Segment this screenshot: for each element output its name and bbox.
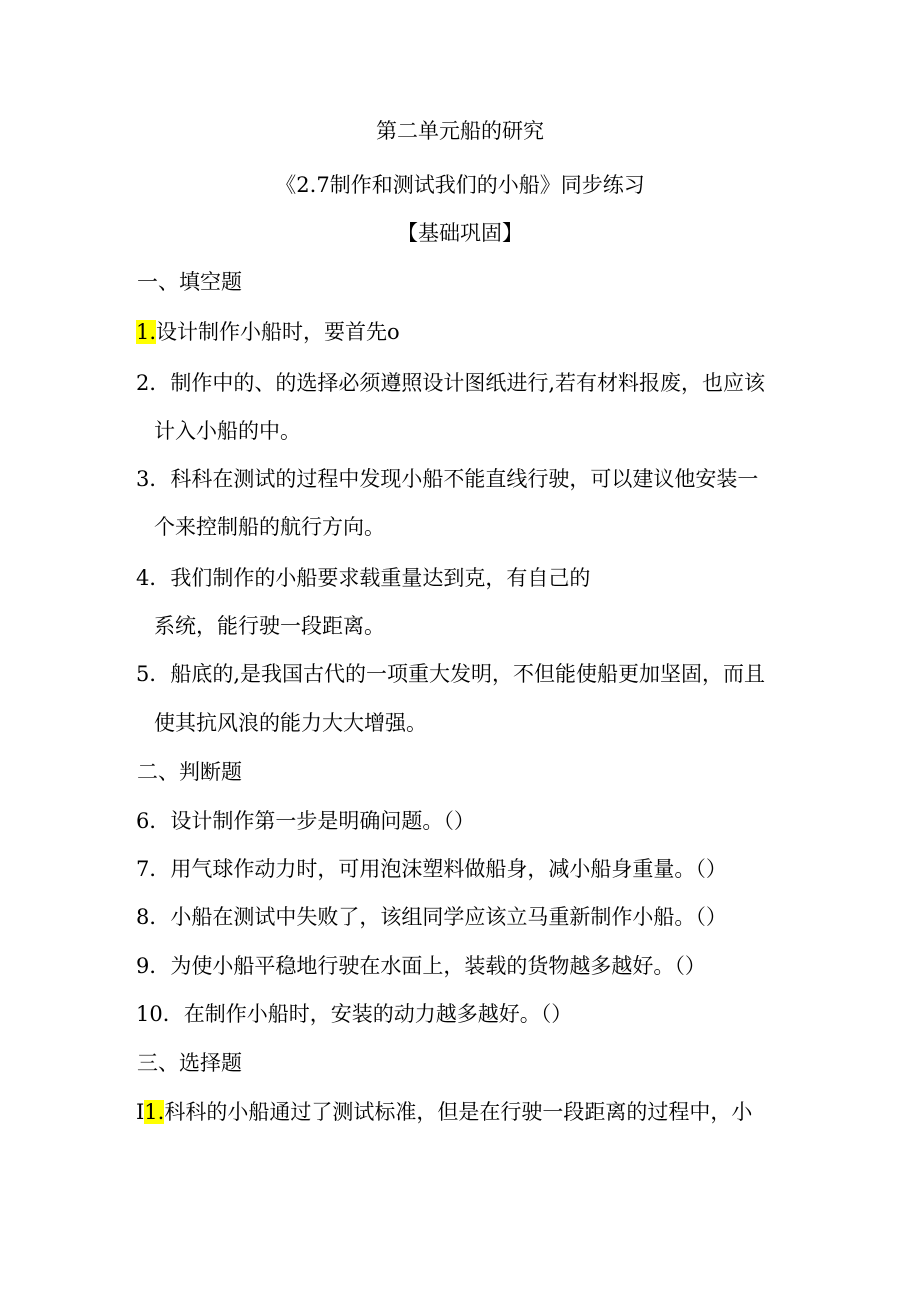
question-text: ．制作中的、的选择必须遵照设计图纸进行,若有材料报废，也应该	[149, 371, 766, 395]
question-7	[136, 855, 727, 883]
question-3-continuation: 个来控制船的航行方向。	[154, 515, 385, 539]
question-9	[136, 952, 706, 980]
question-8	[136, 903, 727, 931]
question-number: 5	[136, 662, 150, 686]
question-number: 9	[136, 954, 150, 978]
question-10	[136, 1000, 572, 1028]
question-6	[136, 807, 475, 835]
lesson-title: 《2.7制作和测试我们的小船》同步练习	[275, 173, 645, 197]
question-5	[136, 660, 765, 688]
question-number: 8	[136, 905, 150, 929]
question-4	[136, 564, 590, 592]
question-text: ．科科在测试的过程中发现小船不能直线行驶，可以建议他安装一	[149, 467, 759, 491]
question-4-continuation: 系统，能行驶一段距离。	[154, 614, 385, 638]
question-text: ．设计制作第一步是明确问题。（）	[149, 809, 475, 833]
section-heading-choice: 三、选择题	[137, 1051, 242, 1075]
question-text: ．船底的,是我国古代的一项重大发明，不但能使船更加坚固，而且	[149, 662, 766, 686]
question-number: 3	[136, 467, 150, 491]
question-text: ．在制作小船时，安装的动力越多越好。（）	[162, 1002, 573, 1026]
question-number: 4	[136, 566, 150, 590]
question-number: 7	[136, 857, 150, 881]
question-text: ．用气球作动力时，可用泡沫塑料做船身，减小船身重量。（）	[149, 857, 727, 881]
unit-title: 第二单元船的研究	[376, 119, 544, 143]
question-number: 6	[136, 809, 150, 833]
section-heading-judge: 二、判断题	[137, 760, 242, 784]
question-number-highlight: 1.	[144, 1100, 165, 1124]
question-1	[136, 318, 400, 346]
question-number-highlight: 1.	[136, 320, 157, 344]
question-prefix: I	[136, 1100, 145, 1124]
question-text: ．为使小船平稳地行驶在水面上，装载的货物越多越好。（）	[149, 954, 706, 978]
question-text: ．小船在测试中失败了，该组同学应该立马重新制作小船。（）	[149, 905, 727, 929]
question-3	[136, 465, 758, 493]
question-2	[136, 369, 765, 397]
question-number: 10	[136, 1002, 163, 1026]
section-title: 【基础巩固】	[397, 221, 523, 245]
question-number: 2	[136, 371, 150, 395]
section-heading-fill: 一、填空题	[137, 270, 242, 294]
question-text: ．我们制作的小船要求载重量达到克，有自己的	[149, 566, 591, 590]
question-2-continuation: 计入小船的中。	[154, 419, 301, 443]
question-text: 科科的小船通过了测试标准，但是在行驶一段距离的过程中，小	[164, 1100, 753, 1124]
question-text: 设计制作小船时，要首先o	[156, 320, 400, 344]
question-5-continuation: 使其抗风浪的能力大大增强。	[154, 711, 427, 735]
question-11	[136, 1098, 752, 1126]
